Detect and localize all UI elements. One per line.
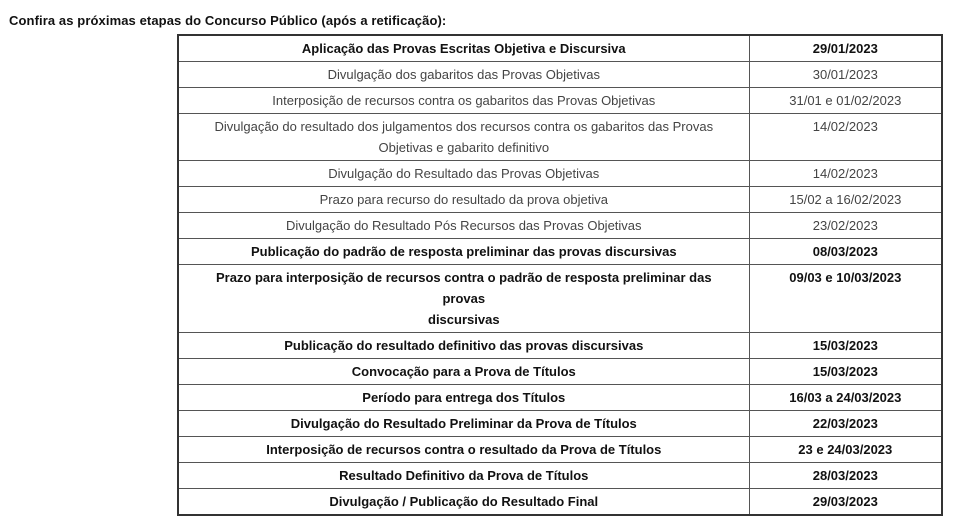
- table-row: [178, 359, 942, 385]
- event-cell: Convocação para a Prova de Títulos: [178, 359, 749, 385]
- date-cell: 14/02/2023: [749, 114, 942, 161]
- date-cell: 08/03/2023: [749, 239, 942, 265]
- date-cell: 30/01/2023: [749, 62, 942, 88]
- table-row: [178, 88, 942, 114]
- table-row: [178, 62, 942, 88]
- date-cell: 16/03 a 24/03/2023: [749, 385, 942, 411]
- date-cell: 15/03/2023: [749, 333, 942, 359]
- table-row: [178, 213, 942, 239]
- event-cell: Divulgação do Resultado das Provas Objetivas: [178, 161, 749, 187]
- event-cell: [178, 114, 749, 161]
- event-cell: Publicação do resultado definitivo das provas discursivas: [178, 333, 749, 359]
- schedule-table-body: [178, 35, 942, 515]
- intro-heading: Confira as próximas etapas do Concurso Público (após a retificação):: [9, 13, 447, 28]
- table-row: [178, 333, 942, 359]
- date-cell: 29/01/2023: [749, 35, 942, 62]
- table-row: [178, 161, 942, 187]
- date-cell: 15/02 a 16/02/2023: [749, 187, 942, 213]
- event-cell: Aplicação das Provas Escritas Objetiva e Discursiva: [178, 35, 749, 62]
- event-cell: Divulgação dos gabaritos das Provas Objetivas: [178, 62, 749, 88]
- date-cell: 23 e 24/03/2023: [749, 437, 942, 463]
- event-text-line: Divulgação do resultado dos julgamentos dos recursos contra os gabaritos das Provas: [214, 119, 714, 134]
- date-cell: 14/02/2023: [749, 161, 942, 187]
- event-cell: Divulgação do Resultado Preliminar da Prova de Títulos: [178, 411, 749, 437]
- table-row: [178, 437, 942, 463]
- date-cell: 09/03 e 10/03/2023: [749, 265, 942, 333]
- schedule-table: [177, 34, 943, 516]
- table-row: [178, 114, 942, 161]
- table-row: [178, 187, 942, 213]
- event-text-line: Objetivas e gabarito definitivo: [378, 140, 550, 155]
- date-cell: 31/01 e 01/02/2023: [749, 88, 942, 114]
- event-cell: Prazo para recurso do resultado da prova objetiva: [178, 187, 749, 213]
- table-row: [178, 489, 942, 516]
- event-cell: Interposição de recursos contra os gabaritos das Provas Objetivas: [178, 88, 749, 114]
- event-text-line: discursivas: [428, 312, 500, 327]
- table-row: [178, 265, 942, 333]
- event-cell: Publicação do padrão de resposta preliminar das provas discursivas: [178, 239, 749, 265]
- date-cell: 15/03/2023: [749, 359, 942, 385]
- table-row: [178, 35, 942, 62]
- event-text-line: provas: [442, 291, 486, 306]
- date-cell: 23/02/2023: [749, 213, 942, 239]
- date-cell: 22/03/2023: [749, 411, 942, 437]
- table-row: [178, 239, 942, 265]
- date-cell: 28/03/2023: [749, 463, 942, 489]
- event-cell: Interposição de recursos contra o resultado da Prova de Títulos: [178, 437, 749, 463]
- event-cell: Resultado Definitivo da Prova de Títulos: [178, 463, 749, 489]
- event-cell: [178, 265, 749, 333]
- event-text-line: Prazo para interposição de recursos contra o padrão de resposta preliminar das: [215, 270, 712, 285]
- event-cell: Período para entrega dos Títulos: [178, 385, 749, 411]
- table-row: [178, 385, 942, 411]
- event-cell: Divulgação / Publicação do Resultado Final: [178, 489, 749, 516]
- table-row: [178, 411, 942, 437]
- table-row: [178, 463, 942, 489]
- date-cell: 29/03/2023: [749, 489, 942, 516]
- event-cell: Divulgação do Resultado Pós Recursos das Provas Objetivas: [178, 213, 749, 239]
